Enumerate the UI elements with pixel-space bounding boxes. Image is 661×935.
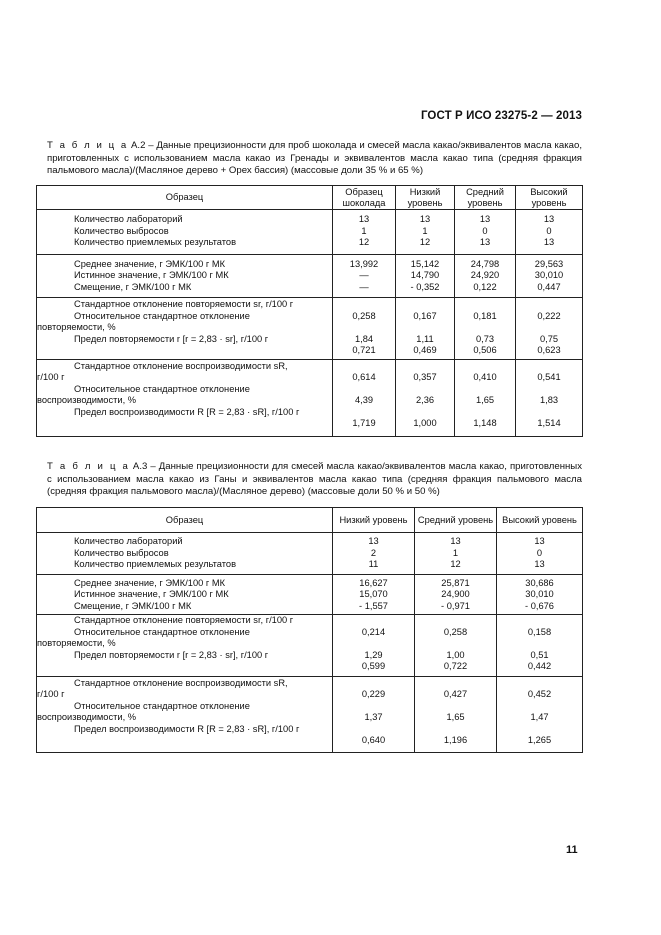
value: 0,229 bbox=[361, 689, 386, 699]
value bbox=[415, 701, 496, 713]
value: 0,623 bbox=[537, 345, 561, 355]
row-label: повторяемости, % bbox=[37, 322, 116, 332]
value bbox=[497, 678, 582, 690]
value bbox=[415, 678, 496, 690]
value bbox=[333, 384, 395, 396]
value: 0,640 bbox=[361, 735, 386, 745]
value: 0,410 bbox=[473, 372, 497, 382]
row-label: Относительное стандартное отклонение bbox=[74, 700, 250, 711]
value: 12 bbox=[450, 559, 461, 569]
value bbox=[333, 299, 395, 311]
row-labels bbox=[37, 210, 333, 255]
value: 1 bbox=[361, 225, 367, 236]
row-label: Среднее значение, г ЭМК/100 г МК bbox=[74, 577, 226, 588]
table-a2-header-high: Высокий уровень bbox=[516, 186, 583, 210]
row-label bbox=[37, 735, 332, 747]
row-label: Предел повторяемости r [r = 2,83 · sr], г/100 г bbox=[74, 333, 269, 344]
row-label: повторяемости, % bbox=[37, 638, 116, 648]
row-label: воспроизводимости, % bbox=[37, 712, 136, 722]
value: 0,442 bbox=[527, 661, 552, 671]
value: 1,37 bbox=[364, 712, 383, 722]
table-a2-header-sample: Образец bbox=[37, 186, 333, 210]
row-label: Предел воспроизводимости R [R = 2,83 · sR], г/100 г bbox=[74, 723, 300, 734]
table-a3-group bbox=[37, 615, 583, 677]
document-header: ГОСТ Р ИСО 23275-2 — 2013 bbox=[420, 110, 582, 122]
table-row bbox=[37, 359, 583, 436]
value: 0 bbox=[546, 225, 552, 236]
value: 0,51 bbox=[530, 649, 549, 660]
value: 0,258 bbox=[352, 310, 376, 321]
value: 1,000 bbox=[413, 418, 437, 428]
value bbox=[516, 407, 582, 419]
value-cell bbox=[333, 359, 396, 436]
row-label: Количество выбросов bbox=[74, 547, 169, 558]
value bbox=[497, 615, 582, 627]
row-labels bbox=[37, 298, 333, 360]
value: - 0,676 bbox=[525, 600, 554, 611]
row-labels bbox=[37, 574, 333, 615]
value bbox=[455, 322, 515, 334]
value bbox=[497, 724, 582, 736]
value: 0,721 bbox=[352, 345, 376, 355]
value: 1,719 bbox=[352, 418, 376, 428]
value bbox=[396, 384, 454, 396]
value-cell bbox=[455, 210, 516, 255]
table-a3-header-medium: Средний уровень bbox=[415, 508, 497, 533]
value: 15,142 bbox=[410, 258, 440, 269]
table-a2-caption bbox=[47, 140, 582, 178]
value bbox=[516, 299, 582, 311]
value bbox=[516, 384, 582, 396]
table-row bbox=[37, 574, 583, 615]
value-cell bbox=[415, 676, 497, 752]
value: 4,39 bbox=[354, 395, 374, 405]
value-cell bbox=[455, 298, 516, 360]
value: 0 bbox=[482, 225, 488, 236]
value: 13 bbox=[543, 214, 555, 224]
value-cell bbox=[396, 254, 455, 298]
value: 12 bbox=[358, 237, 370, 247]
value bbox=[396, 299, 454, 311]
value: 13 bbox=[543, 237, 555, 247]
value: 1,65 bbox=[475, 395, 495, 405]
value: 0,599 bbox=[361, 661, 386, 671]
value bbox=[333, 615, 414, 627]
value: 1,29 bbox=[364, 649, 383, 660]
value: 1,84 bbox=[354, 333, 374, 344]
value: 0,214 bbox=[361, 626, 386, 637]
table-row bbox=[37, 254, 583, 298]
value bbox=[396, 361, 454, 373]
value bbox=[497, 701, 582, 713]
value: 13 bbox=[534, 559, 545, 569]
table-a2-group bbox=[37, 254, 583, 298]
row-label: Количество приемлемых результатов bbox=[74, 559, 237, 569]
value-cell bbox=[497, 533, 583, 575]
value-cell bbox=[497, 574, 583, 615]
value: 14,790 bbox=[410, 270, 440, 280]
value-cell bbox=[516, 210, 583, 255]
value: 1,65 bbox=[446, 712, 465, 722]
table-row bbox=[37, 210, 583, 255]
table-row bbox=[37, 615, 583, 677]
value: 0,258 bbox=[443, 626, 468, 637]
row-labels bbox=[37, 254, 333, 298]
value bbox=[333, 407, 395, 419]
table-a3-header-low: Низкий уровень bbox=[333, 508, 415, 533]
value-cell bbox=[333, 533, 415, 575]
value: - 0,971 bbox=[441, 600, 470, 611]
row-labels bbox=[37, 676, 333, 752]
value: 1 bbox=[452, 547, 459, 558]
row-labels bbox=[37, 359, 333, 436]
value bbox=[516, 361, 582, 373]
table-a3-caption-prefix: Т а б л и ц а bbox=[47, 461, 130, 472]
row-label: воспроизводимости, % bbox=[37, 395, 136, 405]
value: 1,00 bbox=[446, 649, 465, 660]
value: 13,992 bbox=[349, 258, 379, 269]
value: 15,070 bbox=[359, 589, 388, 599]
row-labels bbox=[37, 533, 333, 575]
value: 13 bbox=[419, 214, 431, 224]
value: 30,010 bbox=[534, 270, 564, 280]
table-a2-group bbox=[37, 210, 583, 255]
value bbox=[333, 701, 414, 713]
table-row bbox=[37, 676, 583, 752]
table-row bbox=[37, 533, 583, 575]
value: — bbox=[359, 281, 369, 292]
table-a3-group bbox=[37, 533, 583, 575]
value-cell bbox=[497, 676, 583, 752]
value: 24,798 bbox=[470, 258, 500, 269]
table-a2-group bbox=[37, 359, 583, 436]
value-cell bbox=[333, 210, 396, 255]
value-cell bbox=[415, 533, 497, 575]
row-label: Количество лабораторий bbox=[74, 536, 183, 546]
value bbox=[333, 724, 414, 736]
value: — bbox=[359, 270, 369, 280]
table-a3-group bbox=[37, 574, 583, 615]
value-cell bbox=[455, 359, 516, 436]
value-cell bbox=[396, 210, 455, 255]
table-a3-caption-text: А.3 – Данные прецизионности для смесей масла какао/эквивалентов масла какао, приготовленных с использованием масла какао из Ганы и эквивалентов масла какао типа (средняя фракция пальмового масла (средняя фракция пальмового масла)/(Масляное дерево) (массовые доли 50 % и 50 %) bbox=[47, 461, 582, 498]
value-cell bbox=[455, 254, 516, 298]
row-label: Стандартное отклонение воспроизводимости sR, bbox=[74, 677, 288, 688]
value: 0,452 bbox=[527, 689, 552, 699]
value: 0,614 bbox=[352, 372, 376, 382]
value-cell bbox=[396, 359, 455, 436]
value-cell bbox=[396, 298, 455, 360]
value: 0,541 bbox=[537, 372, 561, 382]
value bbox=[455, 299, 515, 311]
row-labels bbox=[37, 615, 333, 677]
value: 2,36 bbox=[415, 395, 435, 405]
value-cell bbox=[333, 254, 396, 298]
table-a3-header-sample: Образец bbox=[37, 508, 333, 533]
value: 24,900 bbox=[441, 589, 470, 599]
value bbox=[396, 322, 454, 334]
value-cell bbox=[333, 615, 415, 677]
value: 1,11 bbox=[416, 333, 434, 344]
value: 1,83 bbox=[539, 395, 559, 405]
row-label: Количество выбросов bbox=[74, 225, 169, 236]
value: 0,181 bbox=[473, 310, 497, 321]
value: 0,357 bbox=[413, 372, 437, 382]
value bbox=[497, 638, 582, 650]
value bbox=[415, 724, 496, 736]
row-label bbox=[37, 345, 332, 357]
table-a2-header-medium: Средний уровень bbox=[455, 186, 516, 210]
value: 0,75 bbox=[539, 333, 559, 344]
value: 0,447 bbox=[537, 281, 561, 292]
row-label: Стандартное отклонение повторяемости sr, г/100 г bbox=[74, 299, 294, 309]
value: 30,010 bbox=[525, 589, 554, 599]
value bbox=[415, 615, 496, 627]
value: 16,627 bbox=[359, 577, 388, 588]
value: 13 bbox=[368, 536, 379, 546]
value: 0,167 bbox=[413, 310, 437, 321]
value: 2 bbox=[370, 547, 377, 558]
value: 0,73 bbox=[475, 333, 495, 344]
row-label: г/100 г bbox=[37, 372, 65, 382]
value: 0,122 bbox=[473, 281, 497, 292]
value-cell bbox=[415, 615, 497, 677]
row-label: Стандартное отклонение воспроизводимости sR, bbox=[74, 360, 288, 371]
value: - 1,557 bbox=[359, 600, 388, 611]
row-label: Количество лабораторий bbox=[74, 214, 183, 224]
value bbox=[455, 384, 515, 396]
value bbox=[333, 361, 395, 373]
table-a2-caption-prefix: Т а б л и ц а bbox=[47, 140, 129, 151]
table-a3-group bbox=[37, 676, 583, 752]
table-a2 bbox=[36, 185, 583, 437]
table-a2-header-chocolate: Образец шоколада bbox=[333, 186, 396, 210]
value-cell bbox=[497, 615, 583, 677]
value bbox=[333, 638, 414, 650]
table-a2-group bbox=[37, 298, 583, 360]
value: 1,47 bbox=[530, 712, 549, 722]
value: 0,506 bbox=[473, 345, 497, 355]
value-cell bbox=[516, 254, 583, 298]
row-label: Среднее значение, г ЭМК/100 г МК bbox=[74, 258, 226, 269]
value bbox=[455, 407, 515, 419]
value: 13 bbox=[450, 536, 461, 546]
row-label: Относительное стандартное отклонение bbox=[74, 383, 250, 394]
value: 1 bbox=[422, 225, 428, 236]
value-cell bbox=[333, 574, 415, 615]
value bbox=[516, 322, 582, 334]
value: 0,722 bbox=[443, 661, 468, 671]
value: 25,871 bbox=[441, 577, 470, 588]
value: 29,563 bbox=[534, 258, 564, 269]
row-label: Смещение, г ЭМК/100 г МК bbox=[74, 281, 192, 292]
value: 0,158 bbox=[527, 626, 552, 637]
value bbox=[415, 638, 496, 650]
value: 0,427 bbox=[443, 689, 468, 699]
value-cell bbox=[516, 359, 583, 436]
value-cell bbox=[333, 676, 415, 752]
row-label: Относительное стандартное отклонение bbox=[74, 626, 250, 637]
value: 13 bbox=[479, 214, 491, 224]
value: 1,148 bbox=[473, 418, 497, 428]
table-row bbox=[37, 298, 583, 360]
row-label: Стандартное отклонение повторяемости sr, г/100 г bbox=[74, 615, 294, 625]
row-label: Количество приемлемых результатов bbox=[74, 237, 237, 247]
value bbox=[333, 322, 395, 334]
value: - 0,352 bbox=[410, 281, 440, 292]
table-a3-caption bbox=[47, 461, 582, 499]
value: 12 bbox=[419, 237, 431, 247]
value: 0,222 bbox=[537, 310, 561, 321]
value: 24,920 bbox=[470, 270, 500, 280]
value: 1,196 bbox=[443, 735, 468, 745]
row-label: Истинное значение, г ЭМК/100 г МК bbox=[74, 589, 229, 599]
value: 13 bbox=[534, 536, 545, 546]
value: 1,514 bbox=[537, 418, 561, 428]
value: 30,686 bbox=[525, 577, 554, 588]
table-a2-header-low: Низкий уровень bbox=[396, 186, 455, 210]
value: 13 bbox=[479, 237, 491, 247]
value bbox=[455, 361, 515, 373]
value bbox=[333, 678, 414, 690]
row-label bbox=[37, 661, 332, 673]
value-cell bbox=[333, 298, 396, 360]
value-cell bbox=[415, 574, 497, 615]
row-label: Предел повторяемости r [r = 2,83 · sr], г/100 г bbox=[74, 649, 269, 660]
row-label bbox=[37, 418, 332, 430]
value: 1,265 bbox=[527, 735, 552, 745]
row-label: г/100 г bbox=[37, 689, 65, 699]
value: 11 bbox=[368, 559, 379, 569]
page-number: 11 bbox=[566, 844, 578, 856]
row-label: Истинное значение, г ЭМК/100 г МК bbox=[74, 270, 229, 280]
value-cell bbox=[516, 298, 583, 360]
row-label: Смещение, г ЭМК/100 г МК bbox=[74, 600, 192, 611]
value bbox=[396, 407, 454, 419]
row-label: Относительное стандартное отклонение bbox=[74, 310, 250, 321]
table-a2-caption-text: А.2 – Данные прецизионности для проб шоколада и смесей масла какао/эквивалентов масла какао, приготовленных с использованием масла какао из Гренады и эквивалентов масла какао типа (средняя фракция пальмового масла)/(Масляное дерево + Орех бассия) (массовые доли 35 % и 65 %) bbox=[47, 140, 582, 177]
value: 0,469 bbox=[413, 345, 437, 355]
value: 0 bbox=[536, 547, 543, 558]
table-a3-header-high: Высокий уровень bbox=[497, 508, 583, 533]
value: 13 bbox=[358, 214, 370, 224]
table-a3 bbox=[36, 507, 583, 753]
row-label: Предел воспроизводимости R [R = 2,83 · sR], г/100 г bbox=[74, 406, 300, 417]
